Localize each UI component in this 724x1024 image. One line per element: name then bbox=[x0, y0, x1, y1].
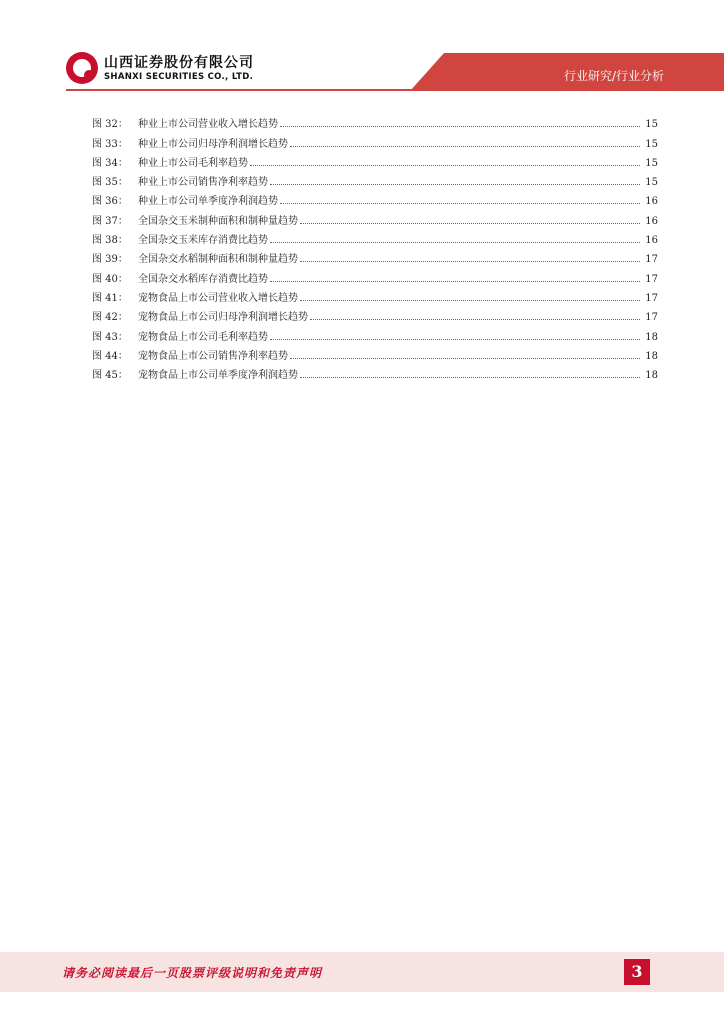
toc-page-number: 16 bbox=[645, 235, 658, 247]
toc-figure-title: 宠物食品上市公司单季度净利润趋势 bbox=[138, 370, 298, 382]
toc-page-number: 17 bbox=[645, 254, 658, 266]
toc-figure-title: 全国杂交玉米制种面积和制种量趋势 bbox=[138, 215, 298, 227]
toc-leader-dots bbox=[280, 126, 640, 127]
toc-figure-title: 全国杂交玉米库存消费比趋势 bbox=[138, 235, 268, 247]
toc-entry[interactable] bbox=[92, 227, 658, 246]
report-category-label: 行业研究/行业分析 bbox=[563, 69, 664, 83]
toc-page-number: 15 bbox=[645, 119, 658, 131]
toc-entry[interactable] bbox=[92, 130, 658, 149]
toc-figure-title: 种业上市公司归母净利润增长趋势 bbox=[138, 138, 288, 150]
toc-leader-dots bbox=[290, 358, 640, 359]
toc-entry[interactable] bbox=[92, 188, 658, 207]
toc-page-number: 17 bbox=[645, 312, 658, 324]
toc-entry[interactable] bbox=[92, 362, 658, 381]
page-header bbox=[0, 0, 724, 110]
toc-leader-dots bbox=[300, 300, 640, 301]
toc-leader-dots bbox=[270, 339, 640, 340]
toc-figure-number: 图 40： bbox=[92, 273, 128, 285]
toc-figure-title: 种业上市公司单季度净利润趋势 bbox=[138, 196, 278, 208]
toc-entry[interactable] bbox=[92, 111, 658, 130]
toc-figure-number: 图 42： bbox=[92, 312, 128, 324]
toc-leader-dots bbox=[300, 377, 640, 378]
toc-leader-dots bbox=[280, 203, 640, 204]
toc-figure-number: 图 39： bbox=[92, 254, 128, 266]
toc-entry[interactable] bbox=[92, 150, 658, 169]
toc-leader-dots bbox=[270, 281, 640, 282]
toc-entry[interactable] bbox=[92, 246, 658, 265]
toc-entry[interactable] bbox=[92, 323, 658, 342]
toc-leader-dots bbox=[250, 165, 640, 166]
toc-page-number: 15 bbox=[645, 138, 658, 150]
toc-figure-title: 宠物食品上市公司归母净利润增长趋势 bbox=[138, 312, 308, 324]
header-accent-band bbox=[0, 0, 724, 110]
toc-figure-number: 图 38： bbox=[92, 235, 128, 247]
toc-figure-title: 全国杂交水稻库存消费比趋势 bbox=[138, 273, 268, 285]
toc-figure-number: 图 37： bbox=[92, 215, 128, 227]
toc-leader-dots bbox=[300, 223, 640, 224]
toc-figure-title: 宠物食品上市公司销售净利率趋势 bbox=[138, 350, 288, 362]
toc-leader-dots bbox=[270, 184, 640, 185]
toc-page-number: 15 bbox=[645, 177, 658, 189]
toc-page-number: 18 bbox=[645, 331, 658, 343]
page-footer bbox=[0, 952, 724, 992]
toc-page-number: 18 bbox=[645, 370, 658, 382]
toc-figure-title: 种业上市公司营业收入增长趋势 bbox=[138, 119, 278, 131]
figure-list bbox=[92, 111, 658, 381]
toc-entry[interactable] bbox=[92, 169, 658, 188]
toc-page-number: 16 bbox=[645, 196, 658, 208]
toc-figure-title: 种业上市公司销售净利率趋势 bbox=[138, 177, 268, 189]
toc-page-number: 18 bbox=[645, 350, 658, 362]
page-number: 3 bbox=[624, 959, 650, 985]
toc-leader-dots bbox=[290, 146, 640, 147]
company-name-en: SHANXI SECURITIES CO., LTD. bbox=[104, 72, 254, 82]
toc-page-number: 15 bbox=[645, 157, 658, 169]
toc-figure-number: 图 32： bbox=[92, 119, 128, 131]
toc-leader-dots bbox=[300, 261, 640, 262]
toc-figure-number: 图 41： bbox=[92, 292, 128, 304]
toc-figure-number: 图 35： bbox=[92, 177, 128, 189]
toc-entry[interactable] bbox=[92, 207, 658, 226]
toc-entry[interactable] bbox=[92, 285, 658, 304]
toc-figure-title: 全国杂交水稻制种面积和制种量趋势 bbox=[138, 254, 298, 266]
company-name-cn: 山西证券股份有限公司 bbox=[104, 55, 254, 71]
toc-figure-number: 图 45： bbox=[92, 370, 128, 382]
toc-figure-number: 图 33： bbox=[92, 138, 128, 150]
toc-page-number: 16 bbox=[645, 215, 658, 227]
toc-figure-number: 图 36： bbox=[92, 196, 128, 208]
toc-figure-title: 宠物食品上市公司营业收入增长趋势 bbox=[138, 292, 298, 304]
toc-page-number: 17 bbox=[645, 273, 658, 285]
toc-leader-dots bbox=[270, 242, 640, 243]
toc-figure-title: 宠物食品上市公司毛利率趋势 bbox=[138, 331, 268, 343]
disclaimer-text: 请务必阅读最后一页股票评级说明和免责声明 bbox=[62, 966, 323, 980]
toc-figure-number: 图 43： bbox=[92, 331, 128, 343]
toc-entry[interactable] bbox=[92, 343, 658, 362]
toc-figure-number: 图 34： bbox=[92, 157, 128, 169]
toc-figure-title: 种业上市公司毛利率趋势 bbox=[138, 157, 248, 169]
toc-figure-number: 图 44： bbox=[92, 350, 128, 362]
toc-entry[interactable] bbox=[92, 304, 658, 323]
toc-entry[interactable] bbox=[92, 265, 658, 284]
toc-page-number: 17 bbox=[645, 292, 658, 304]
toc-leader-dots bbox=[310, 319, 640, 320]
